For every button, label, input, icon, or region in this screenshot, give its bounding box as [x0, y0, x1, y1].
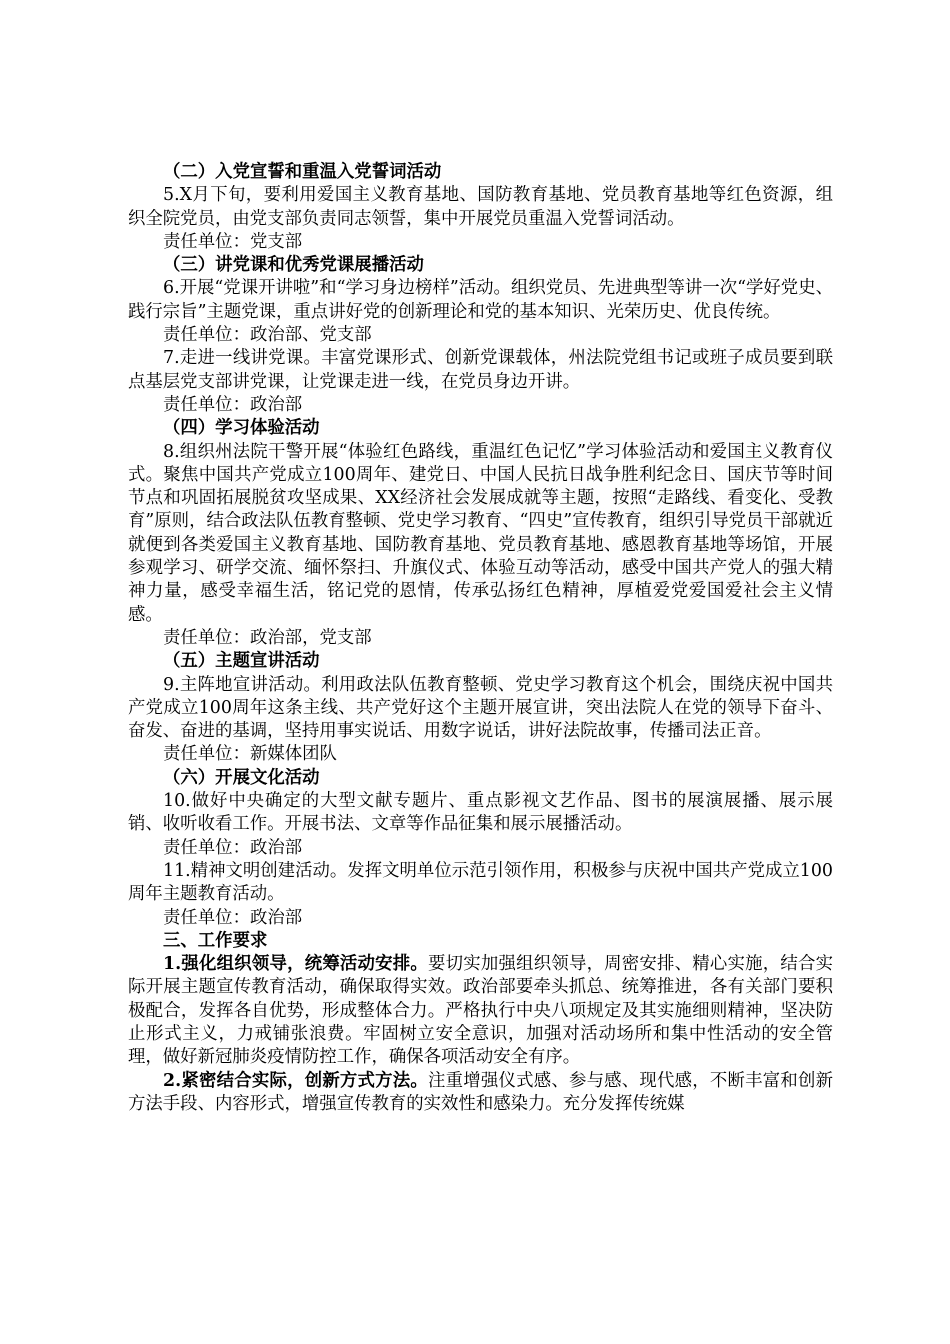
- responsible-unit: 责任单位：政治部: [163, 837, 303, 858]
- paragraph-body: 要切实加强组织领导，周密安排、精心实施，结合实际开展主题宣传教育活动，确保取得实效。政治部要牵头抓总、统筹推进，各有关部门要积极配合，发挥各自优势，形成整体合力。严格执行中央八项规定及其实施细则精神，坚决防止形式主义，力戒铺张浪费。牢固树立安全意识，加强对活动场所和集中性活动的安全管理，做好新冠肺炎疫情防控工作，确保各项活动安全有序。: [128, 954, 833, 1068]
- paragraph: 5.X月下旬，要利用爱国主义教育基地、国防教育基地、党员教育基地等红色资源，组织全院党员，由党支部负责同志领誓，集中开展党员重温入党誓词活动。: [128, 185, 833, 229]
- paragraph-lead: 1.强化组织领导，统筹活动安排。: [163, 954, 429, 975]
- section-heading: （四）学习体验活动: [163, 418, 320, 439]
- paragraph: 6.开展“党课开讲啦”和“学习身边榜样”活动。组织党员、先进典型等讲一次“学好党史、践行宗旨”主题党课，重点讲好党的创新理论和党的基本知识、光荣历史、优良传统。: [128, 278, 833, 322]
- responsible-unit: 责任单位：政治部、党支部: [163, 325, 372, 346]
- paragraph-lead: 2.紧密结合实际，创新方式方法。: [163, 1070, 429, 1091]
- paragraph: [128, 1070, 833, 1117]
- paragraph: 11.精神文明创建活动。发挥文明单位示范引领作用，积极参与庆祝中国共产党成立100周年主题教育活动。: [128, 860, 833, 905]
- document-page: [128, 161, 833, 1116]
- paragraph: 8.组织州法院干警开展“体验红色路线，重温红色记忆”学习体验活动和爱国主义教育仪式。聚焦中国共产党成立100周年、建党日、中国人民抗日战争胜利纪念日、国庆节等时间节点和巩固拓展脱贫攻坚成果、XX经济社会发展成就等主题，按照“走路线、看变化、受教育”原则，结合政法队伍教育整顿、党史学习教育、“四史”宣传教育，组织引导党员干部就近就便到各类爱国主义教育基地、国防教育基地、党员教育基地、感恩教育基地等场馆，开展参观学习、研学交流、缅怀祭扫、升旗仪式、体验互动等活动，感受中国共产党人的强大精神力量，感受幸福生活，铭记党的恩情，传承弘扬红色精神，厚植爱党爱国爱社会主义情感。: [128, 441, 833, 625]
- responsible-unit: 责任单位：党支部: [163, 231, 303, 252]
- responsible-unit: 责任单位：政治部，党支部: [163, 627, 372, 648]
- paragraph: 7.走进一线讲党课。丰富党课形式、创新党课载体，州法院党组书记或班子成员要到联点基层党支部讲党课，让党课走进一线，在党员身边开讲。: [128, 348, 833, 392]
- section-heading: （二）入党宣誓和重温入党誓词活动: [163, 162, 442, 182]
- responsible-unit: 责任单位：政治部: [163, 394, 303, 415]
- paragraph-body: 注重增强仪式感、参与感、现代感，不断丰富和创新方法手段、内容形式，增强宣传教育的实效性和感染力。充分发挥传统媒: [128, 1070, 833, 1114]
- paragraph: [128, 953, 833, 1069]
- paragraph: 10.做好中央确定的大型文献专题片、重点影视文艺作品、图书的展演展播、展示展销、收听收看工作。开展书法、文章等作品征集和展示展播活动。: [128, 791, 833, 835]
- section-heading: 三、工作要求: [163, 930, 268, 951]
- responsible-unit: 责任单位：新媒体团队: [163, 744, 337, 765]
- paragraph: 9.主阵地宣讲活动。利用政法队伍教育整顿、党史学习教育这个机会，围绕庆祝中国共产党成立100周年这条主线、共产党好这个主题开展宣讲，突出法院人在党的领导下奋斗、奋发、奋进的基调，坚持用事实说话、用数字说话，讲好法院故事，传播司法正音。: [128, 674, 833, 742]
- section-heading: （五）主题宣讲活动: [163, 651, 320, 672]
- section-heading: （六）开展文化活动: [163, 767, 320, 788]
- section-heading: （三）讲党课和优秀党课展播活动: [163, 255, 424, 276]
- responsible-unit: 责任单位：政治部: [163, 907, 303, 928]
